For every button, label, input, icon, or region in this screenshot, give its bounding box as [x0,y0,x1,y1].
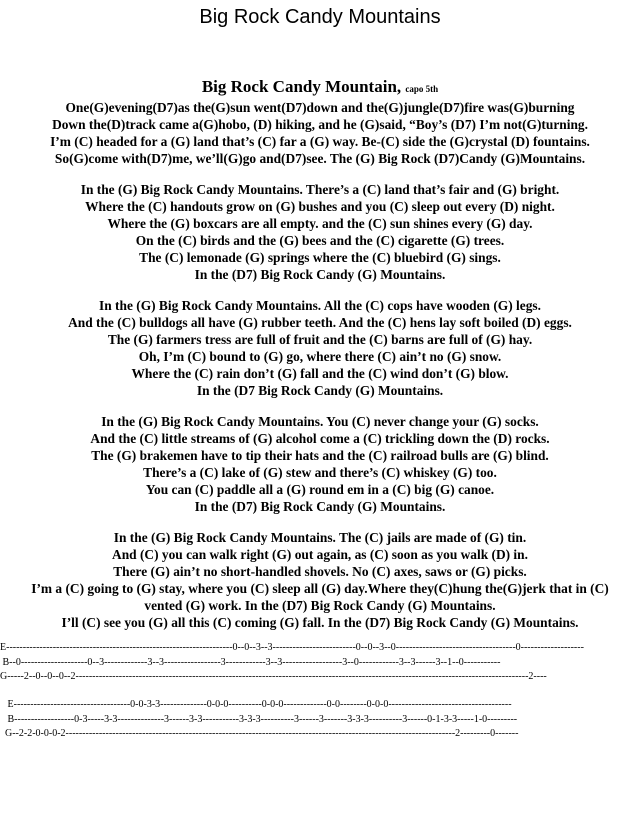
lyric-line: And (C) you can walk right (G) out again, as (C) soon as you walk (D) in. [112,547,528,562]
lyric-line: Down the(D)track came a(G)hobo, (D) hiking, and he (G)said, “Boy’s (D7) I’m not(G)turning. [52,117,588,132]
lyric-line: In the (G) Big Rock Candy Mountains. There’s a (C) land that’s fair and (G) bright. [80,182,560,197]
tab-string-e: E--------------------------------------------------------------------0--0--3--3-------------------------0--0--3--0------------------------------------0------------------- [0,642,584,653]
guitar-tab-2 [0,698,640,742]
lyric-line: You can (C) paddle all a (G) round em in a (C) big (G) canoe. [145,482,495,497]
lyric-line: The (C) lemonade (G) springs where the (C) bluebird (G) sings. [139,250,501,265]
tab-string-b: B--0--------------------0--3-------------3--3-----------------3------------3--3------------------3--0------------3--3------3--1--0----------- [0,656,501,668]
lyric-line: In the (D7) Big Rock Candy (G) Mountains. [194,267,446,282]
lyric-line: In the (G) Big Rock Candy Mountains. You (C) never change your (G) socks. [101,414,539,429]
lyric-line: Where the (C) handouts grow on (G) bushes and you (C) sleep out every (D) night. [85,199,555,214]
verse-1 [0,99,640,167]
verse-3 [0,297,640,399]
lyric-line: And the (C) little streams of (G) alcohol come a (C) trickling down the (D) rocks. [90,431,550,446]
lyric-line: I’m a (C) going to (G) stay, where you (C) sleep all (G) day.Where they(C)hung the(G)jerk that in (C) [31,581,609,596]
guitar-tab-1 [0,641,640,685]
capo-note: capo 5th [405,84,439,94]
lyric-line: There (G) ain’t no short-handled shovels. No (C) axes, saws or (G) picks. [113,564,527,579]
song-title: Big Rock Candy Mountain, [201,77,402,96]
song-heading [0,77,640,99]
tab-string-g: G--2-2-0-0-0-2---------------------------------------------------------------------------------------------------------------------2---------0------- [0,728,519,739]
lyric-line: I’m (C) headed for a (G) land that’s (C) far a (G) way. Be-(C) side the (G)crystal (D) fountains. [50,134,590,149]
lyric-line: The (G) farmers tress are full of fruit and the (C) barns are full of (G) hay. [107,332,533,347]
lyric-line: Oh, I’m (C) bound to (G) go, where there (C) ain’t no (G) snow. [138,349,502,364]
lyric-line: I’ll (C) see you (G) all this (C) coming (G) fall. In the (D7) Big Rock Candy (G) Mountains. [61,615,579,630]
lyric-line: The (G) brakemen have to tip their hats and the (C) railroad bulls are (G) blind. [91,448,549,463]
lyric-line: And the (C) bulldogs all have (G) rubber teeth. And the (C) hens lay soft boiled (D) eggs. [68,315,572,330]
lyric-line: There’s a (C) lake of (G) stew and there’s (C) whiskey (G) too. [143,465,497,480]
page-title: Big Rock Candy Mountains [199,6,441,28]
tab-string-e: E-----------------------------------0-0-3-3--------------0-0-0----------0-0-0-------------0-0--------0-0-0------------------------------------- [0,699,512,710]
verse-2 [0,181,640,283]
song-sheet [0,77,640,631]
lyric-line: Where the (C) rain don’t (G) fall and the (C) wind don’t (G) blow. [131,366,509,381]
verse-5 [0,529,640,631]
lyric-line: In the (D7 Big Rock Candy (G) Mountains. [196,383,444,398]
lyric-line: In the (D7) Big Rock Candy (G) Mountains. [194,499,446,514]
lyric-line: On the (C) birds and the (G) bees and the (C) cigarette (G) trees. [135,233,505,248]
lyric-line: In the (G) Big Rock Candy Mountains. The (C) jails are made of (G) tin. [113,530,527,545]
lyric-line: One(G)evening(D7)as the(G)sun went(D7)down and the(G)jungle(D7)fire was(G)burning [65,100,575,115]
tab-string-g: G-----2--0--0--0--2----------------------------------------------------------------------------------------------------------------------------------------2---- [0,671,547,682]
lyric-line: Where the (G) boxcars are all empty. and the (C) sun shines every (G) day. [107,216,533,231]
tab-string-b: B------------------0-3-----3-3--------------3------3-3-----------3-3-3----------3------3-------3-3-3----------3------0-1-3-3-----1-0--------- [0,713,518,725]
lyric-line: So(G)come with(D7)me, we’ll(G)go and(D7)see. The (G) Big Rock (D7)Candy (G)Mountains. [54,151,586,166]
lyric-line: In the (G) Big Rock Candy Mountains. All the (C) cops have wooden (G) legs. [99,298,541,313]
lyric-line: vented (G) work. In the (D7) Big Rock Candy (G) Mountains. [144,598,496,613]
verse-4 [0,413,640,515]
